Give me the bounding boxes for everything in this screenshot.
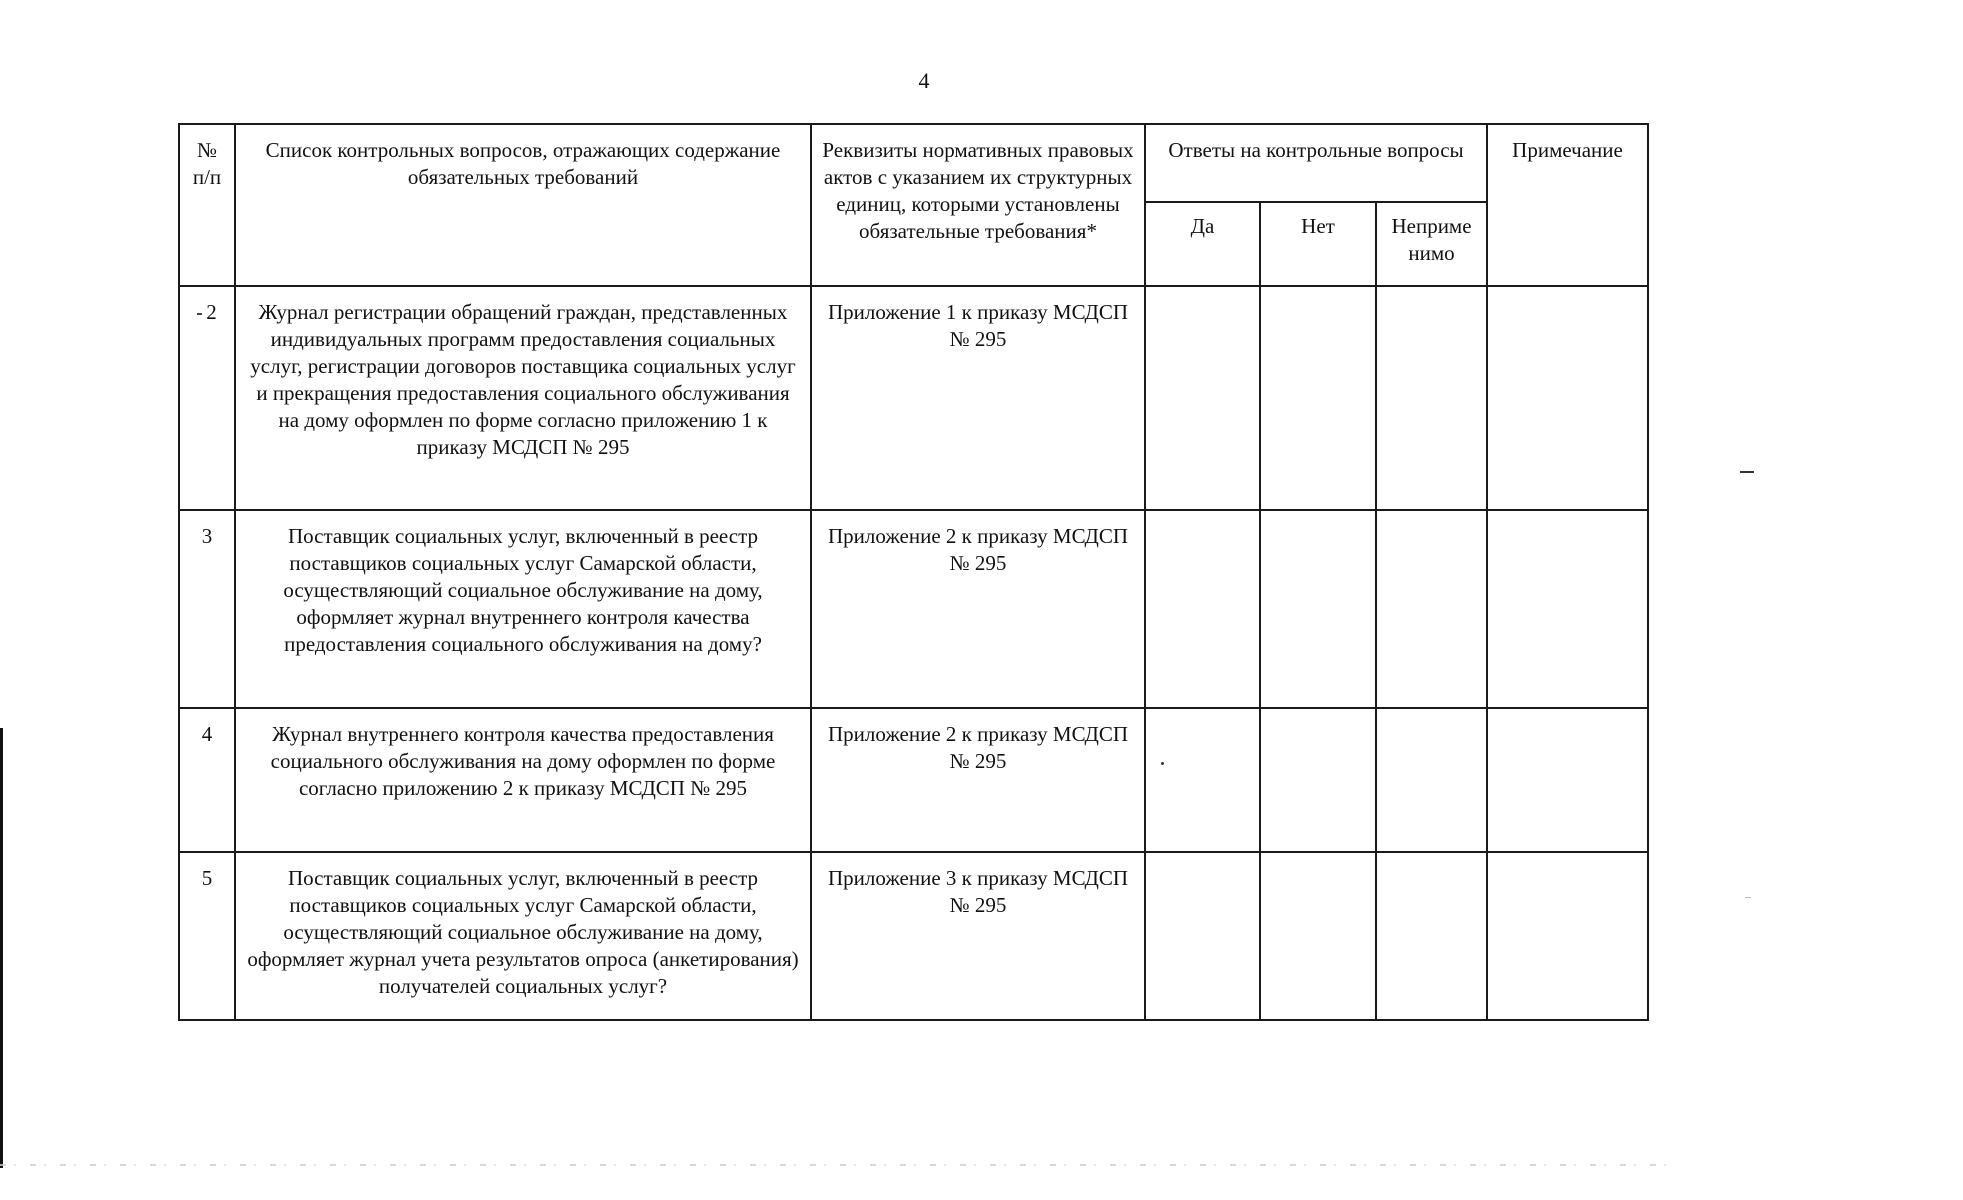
row-answer-no[interactable]: [1260, 852, 1376, 1020]
header-answer-no: Нет: [1260, 202, 1376, 286]
row-answer-no[interactable]: [1260, 510, 1376, 708]
row-requisite: Приложение 3 к приказу МСДСП № 295: [811, 852, 1145, 1020]
row-question: Журнал внутреннего контроля качества предоставления социального обслуживания на дому оформлен по форме согласно приложению 2 к приказу МСДСП № 295: [235, 708, 811, 852]
header-requisites: Реквизиты нормативных правовых актов с указанием их структурных единиц, которыми установлены обязательные требования*: [811, 124, 1145, 286]
header-answer-yes: Да: [1145, 202, 1260, 286]
row-answer-na[interactable]: [1376, 708, 1487, 852]
page-number: 4: [918, 68, 930, 93]
row-num: 4: [179, 708, 235, 852]
row-requisite: Приложение 2 к приказу МСДСП № 295: [811, 510, 1145, 708]
faint-scan-mark: [1745, 897, 1751, 898]
row-note[interactable]: [1487, 852, 1648, 1020]
row-answer-na[interactable]: [1376, 286, 1487, 510]
header-note: Примечание: [1487, 124, 1648, 286]
row-answer-yes[interactable]: [1145, 852, 1260, 1020]
table-row: [179, 852, 1648, 1020]
row-note[interactable]: [1487, 286, 1648, 510]
header-questions: Список контрольных вопросов, отражающих содержание обязательных требований: [235, 124, 811, 286]
checklist-table: [178, 123, 1649, 1021]
row-answer-yes[interactable]: [1145, 286, 1260, 510]
margin-dash: [1740, 471, 1754, 473]
row-answer-no[interactable]: [1260, 708, 1376, 852]
table-row: [179, 286, 1648, 510]
table-header-row: [179, 124, 1648, 202]
row-num: 3: [179, 510, 235, 708]
row-num: 5: [179, 852, 235, 1020]
row-note[interactable]: [1487, 708, 1648, 852]
row-num: 2: [206, 300, 217, 324]
header-answers: Ответы на контрольные вопросы: [1145, 124, 1487, 202]
row-requisite: Приложение 2 к приказу МСДСП № 295: [811, 708, 1145, 852]
row-question: Журнал регистрации обращений граждан, представленных индивидуальных программ предоставления социальных услуг, регистрации договоров поставщика социальных услуг и прекращения предоставления социального обслуживания на дому оформлен по форме согласно приложению 1 к приказу МСДСП № 295: [235, 286, 811, 510]
row-answer-yes[interactable]: [1145, 510, 1260, 708]
row-num-cell: [179, 286, 235, 510]
scan-edge-line: [0, 728, 3, 1168]
row-answer-na[interactable]: [1376, 510, 1487, 708]
row-question: Поставщик социальных услуг, включенный в реестр поставщиков социальных услуг Самарской области, осуществляющий социальное обслуживание на дому, оформляет журнал внутреннего контроля качества предоставления социального обслуживания на дому?: [235, 510, 811, 708]
header-num: № п/п: [179, 124, 235, 286]
row-answer-yes[interactable]: [1145, 708, 1260, 852]
table-row: [179, 708, 1648, 852]
scan-mark: [197, 313, 202, 315]
row-answer-no[interactable]: [1260, 286, 1376, 510]
table-row: [179, 510, 1648, 708]
header-answer-na: Неприме нимо: [1376, 202, 1487, 286]
row-requisite: Приложение 1 к приказу МСДСП № 295: [811, 286, 1145, 510]
scan-noise-line: [0, 1164, 1670, 1166]
scan-dot: [1161, 762, 1164, 765]
row-answer-na[interactable]: [1376, 852, 1487, 1020]
row-question: Поставщик социальных услуг, включенный в реестр поставщиков социальных услуг Самарской области, осуществляющий социальное обслуживание на дому, оформляет журнал учета результатов опроса (анкетирования) получателей социальных услуг?: [235, 852, 811, 1020]
row-note[interactable]: [1487, 510, 1648, 708]
